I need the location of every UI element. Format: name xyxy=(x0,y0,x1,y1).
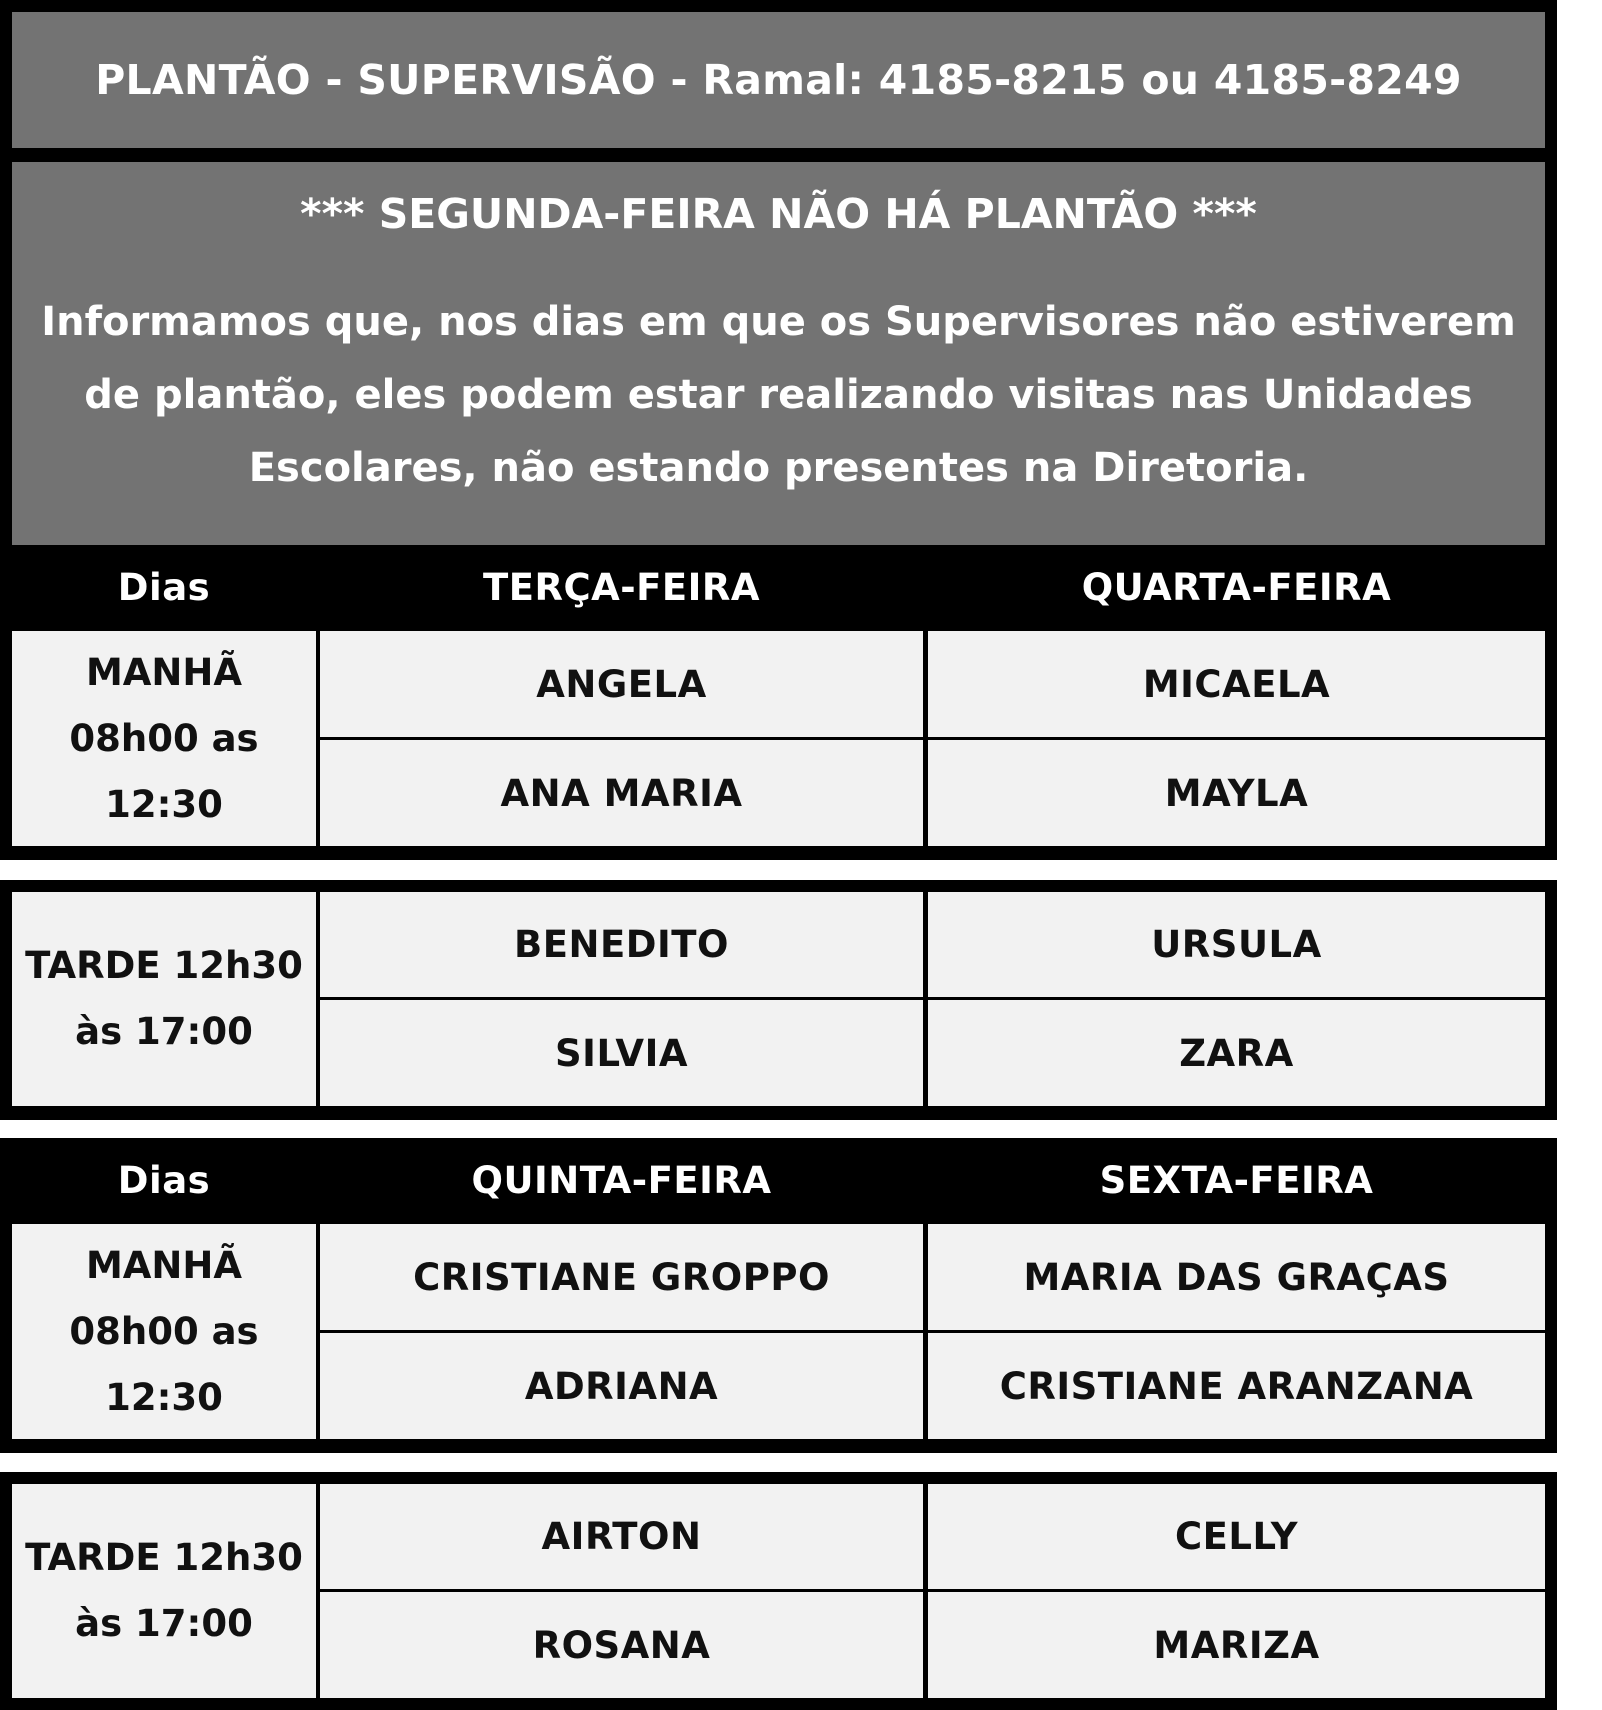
schedule-cell: MARIZA xyxy=(928,1592,1545,1698)
week2-afternoon-period xyxy=(12,1484,316,1698)
period-line: às 17:00 xyxy=(75,1010,253,1053)
period-line: TARDE 12h30 xyxy=(25,1536,303,1579)
period-line: 12:30 xyxy=(105,782,223,826)
period-line: 08h00 as xyxy=(69,1309,259,1353)
schedule-cell: MARIA DAS GRAÇAS xyxy=(928,1224,1545,1330)
schedule-cell: MAYLA xyxy=(928,740,1545,846)
schedule-cell: CRISTIANE GROPPO xyxy=(320,1224,923,1330)
week2-day2-header: SEXTA-FEIRA xyxy=(1099,1159,1374,1202)
week1-afternoon-period xyxy=(12,892,316,1106)
schedule-cell: CELLY xyxy=(928,1484,1545,1589)
week2-day1-header: QUINTA-FEIRA xyxy=(471,1159,772,1202)
schedule-cell: BENEDITO xyxy=(320,892,923,997)
schedule-cell: ZARA xyxy=(928,1000,1545,1106)
period-line: às 17:00 xyxy=(75,1602,253,1645)
week2-dias-header: Dias xyxy=(117,1159,211,1202)
schedule-cell: MICAELA xyxy=(928,631,1545,737)
schedule-cell: ANA MARIA xyxy=(320,740,923,846)
schedule-cell: ROSANA xyxy=(320,1592,923,1698)
notice-heading: *** SEGUNDA-FEIRA NÃO HÁ PLANTÃO *** xyxy=(300,190,1257,238)
schedule-cell: SILVIA xyxy=(320,1000,923,1106)
week2-morning-period xyxy=(12,1224,316,1439)
schedule-cell: ADRIANA xyxy=(320,1333,923,1439)
period-line: 12:30 xyxy=(105,1375,223,1419)
period-line: MANHÃ xyxy=(85,1243,242,1287)
week1-day1-header: TERÇA-FEIRA xyxy=(482,566,761,609)
period-line: 08h00 as xyxy=(69,716,259,760)
week1-dias-header: Dias xyxy=(117,566,211,609)
week1-morning-period xyxy=(12,631,316,846)
page-title: PLANTÃO - SUPERVISÃO - Ramal: 4185-8215 ou 4185-8249 xyxy=(12,12,1545,148)
notice-text: Informamos que, nos dias em que os Supervisores não estiverem de plantão, eles podem estar realizando visitas nas Unidades Escolares, não estando presentes na Diretoria. xyxy=(41,299,1516,491)
schedule-cell: CRISTIANE ARANZANA xyxy=(928,1333,1545,1439)
week1-day2-header: QUARTA-FEIRA xyxy=(1081,566,1392,609)
schedule-cell: URSULA xyxy=(928,892,1545,997)
period-line: TARDE 12h30 xyxy=(25,944,303,987)
schedule-cell: ANGELA xyxy=(320,631,923,737)
schedule-cell: AIRTON xyxy=(320,1484,923,1589)
notice-box xyxy=(12,162,1545,545)
period-line: MANHÃ xyxy=(85,650,242,694)
